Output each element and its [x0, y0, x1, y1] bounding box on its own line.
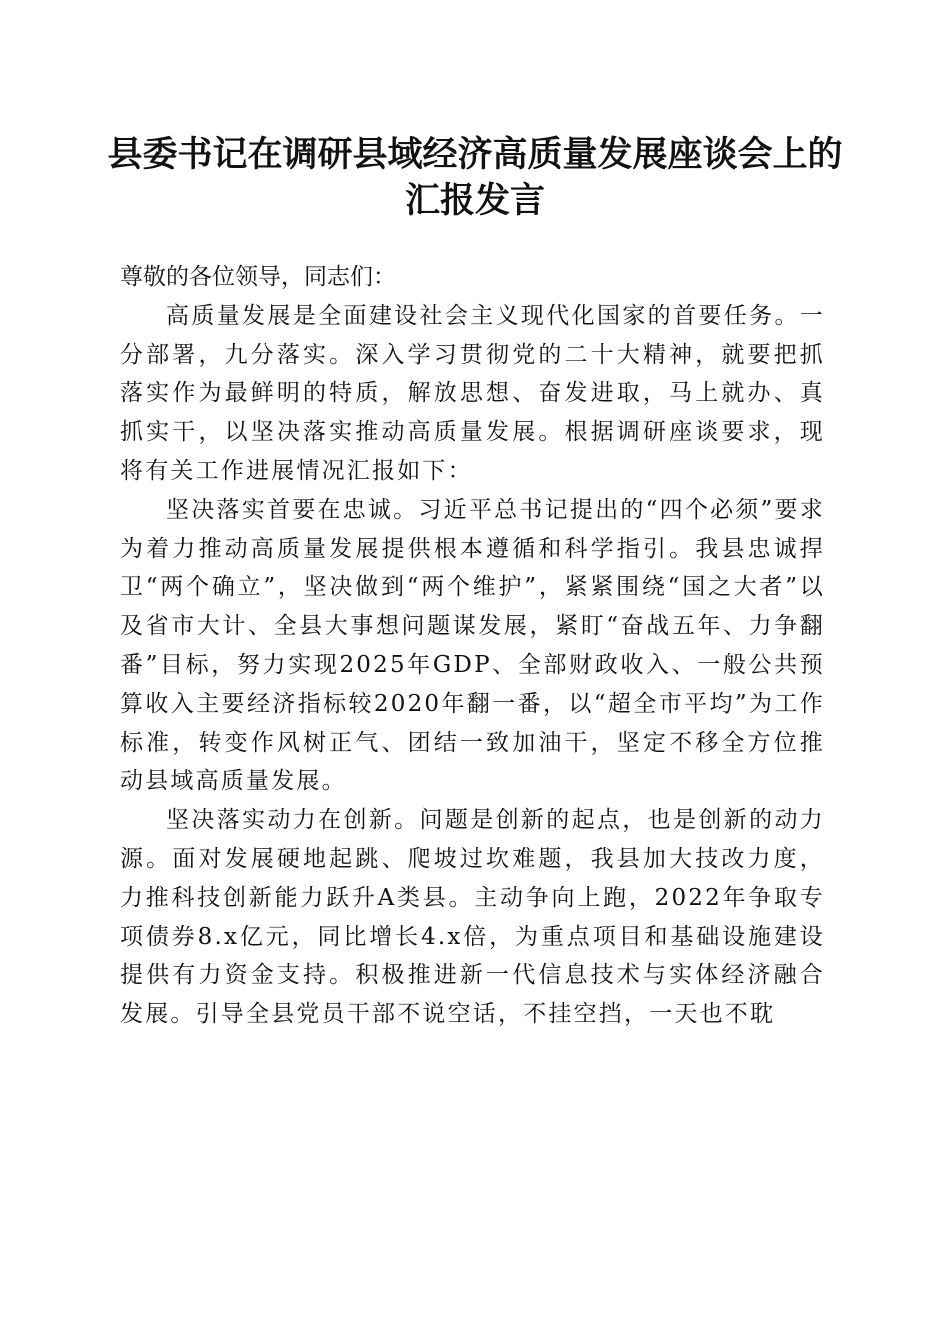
document-body: [120, 258, 825, 1034]
salutation: 尊敬的各位领导，同志们：: [120, 264, 396, 290]
paragraph-intro: 高质量发展是全面建设社会主义现代化国家的首要任务。一分部署，九分落实。深入学习贯彻党的二十大精神，就要把抓落实作为最鲜明的特质，解放思想、奋发进取，马上就办、真抓实干，以坚决落实推动高质量发展。根据调研座谈要求，现将有关工作进展情况汇报如下：: [120, 302, 825, 484]
document-title: 县委书记在调研县域经济高质量发展座谈会上的汇报发言: [107, 134, 843, 221]
paragraph-innovation: 坚决落实动力在创新。问题是创新的起点，也是创新的动力源。面对发展硬地起跳、爬坡过坎难题，我县加大技改力度，力推科技创新能力跃升A类县。主动争向上跑，2022年争取专项债券8.x亿元，同比增长4.x倍，为重点项目和基础设施建设提供有力资金支持。积极推进新一代信息技术与实体经济融合发展。引导全县党员干部不说空话，不挂空挡，一天也不耽: [120, 807, 825, 1028]
paragraph-loyalty: 坚决落实首要在忠诚。习近平总书记提出的“四个必须”要求为着力推动高质量发展提供根本遵循和科学指引。我县忠诚捍卫“两个确立”，坚决做到“两个维护”，紧紧围绕“国之大者”以及省市大计、全县大事想问题谋发展，紧盯“奋战五年、力争翻番”目标，努力实现2025年GDP、全部财政收入、一般公共预算收入主要经济指标较2020年翻一番，以“超全市平均”为工作标准，转变作风树正气、团结一致加油干，坚定不移全方位推动县域高质量发展。: [120, 496, 825, 795]
